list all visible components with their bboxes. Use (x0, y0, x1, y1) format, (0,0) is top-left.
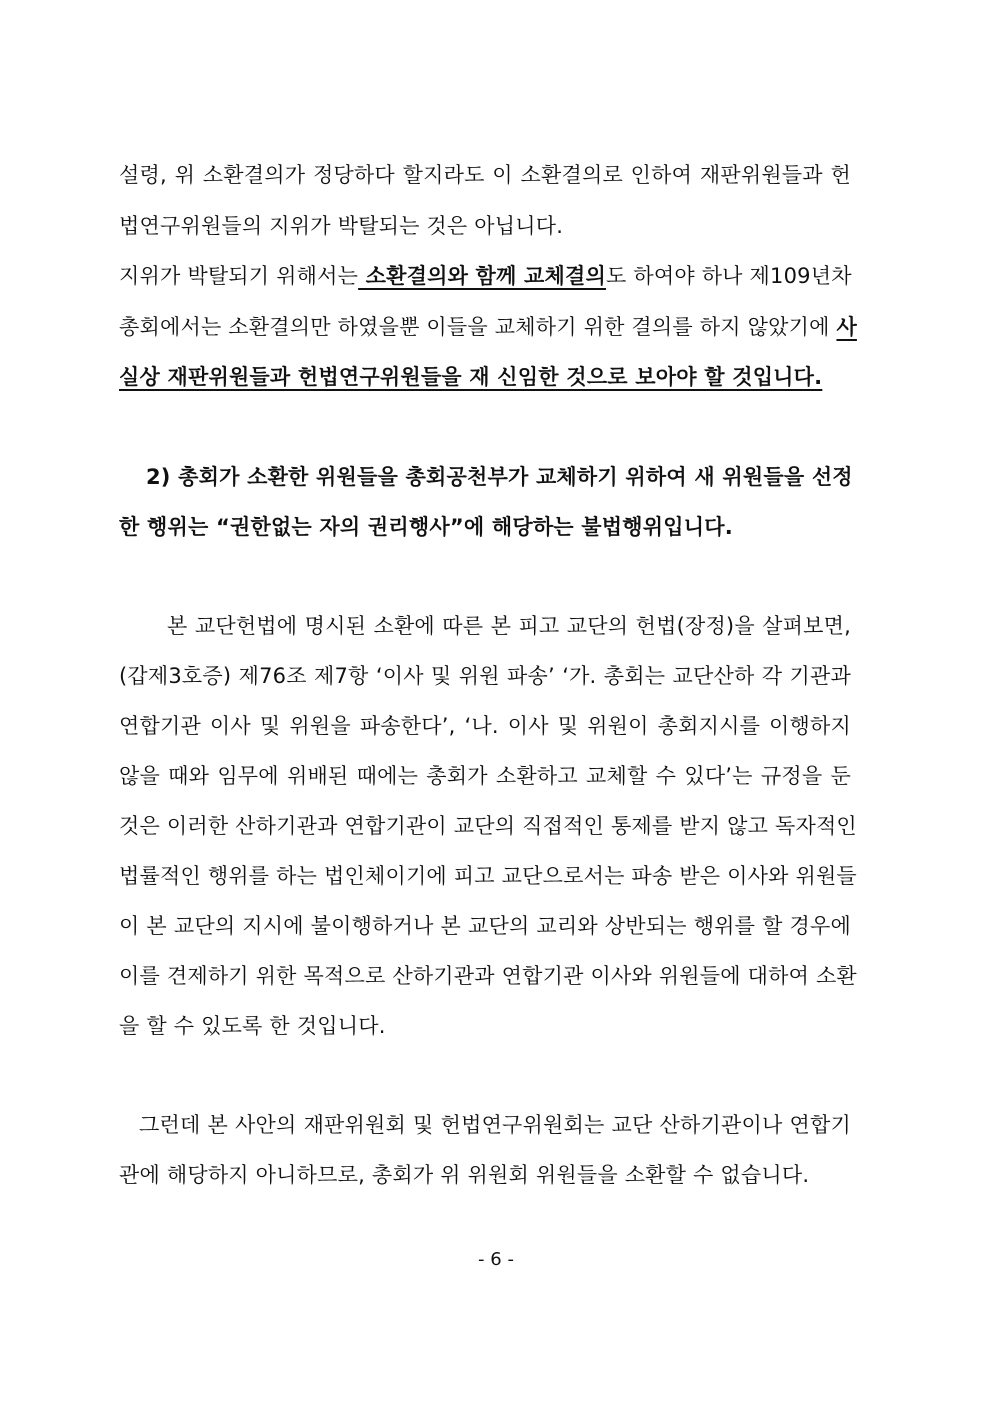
paragraph-1-line-1: 설령, 위 소환결의가 정당하다 할지라도 이 소환결의로 인하여 재판위원들과 헌 (119, 163, 851, 187)
paragraph-1-line-3-part-c: 도 하여야 하나 제109년차 (606, 264, 852, 288)
paragraph-2-line-4: 않을 때와 임무에 위배된 때에는 총회가 소환하고 교체할 수 있다’는 규정을 둔 (119, 764, 851, 788)
section-heading-2-line-2: 한 행위는 “권한없는 자의 권리행사”에 해당하는 불법행위입니다. (119, 515, 733, 539)
paragraph-1-line-3-part-a: 지위가 박탈되기 위해서는 (119, 264, 359, 288)
paragraph-2-line-9: 을 할 수 있도록 한 것입니다. (119, 1014, 386, 1038)
page-number: - 6 - (478, 1249, 514, 1270)
paragraph-3-line-1: 그런데 본 사안의 재판위원회 및 헌법연구위원회는 교단 산하기관이나 연합기 (139, 1113, 851, 1137)
paragraph-1-line-3 (119, 261, 851, 291)
paragraph-3-line-2: 관에 해당하지 아니하므로, 총회가 위 위원회 위원들을 소환할 수 없습니다. (119, 1163, 810, 1187)
paragraph-1-line-2: 법연구위원들의 지위가 박탈되는 것은 아닙니다. (119, 214, 564, 238)
paragraph-2-line-1: 본 교단헌법에 명시된 소환에 따른 본 피고 교단의 헌법(장정)을 살펴보면, (167, 614, 851, 638)
paragraph-2-line-2: (갑제3호증) 제76조 제7항 ‘이사 및 위원 파송’ ‘가. 총회는 교단산하 각 기관과 (119, 664, 851, 688)
emphasis-conclusion: 실상 재판위원들과 헌법연구위원들을 재 신임한 것으로 보아야 할 것입니다. (119, 365, 823, 389)
emphasis-conclusion-start: 사 (836, 315, 857, 339)
paragraph-2-line-8: 이를 견제하기 위한 목적으로 산하기관과 연합기관 이사와 위원들에 대하여 소환 (119, 964, 857, 988)
paragraph-1-line-4 (119, 312, 857, 342)
emphasis-replacement-resolution: 소환결의와 함께 교체결의 (358, 264, 606, 288)
paragraph-1-line-4-part-a: 총회에서는 소환결의만 하였을뿐 이들을 교체하기 위한 결의를 하지 않았기에 (119, 315, 837, 339)
paragraph-2-line-5: 것은 이러한 산하기관과 연합기관이 교단의 직접적인 통제를 받지 않고 독자적인 (119, 814, 857, 838)
section-heading-2-line-1: 2) 총회가 소환한 위원들을 총회공천부가 교체하기 위하여 새 위원들을 선정 (146, 465, 853, 489)
paragraph-2-line-7: 이 본 교단의 지시에 불이행하거나 본 교단의 교리와 상반되는 행위를 할 경우에 (119, 914, 851, 938)
paragraph-1-line-5 (119, 362, 851, 392)
paragraph-2-line-6: 법률적인 행위를 하는 법인체이기에 피고 교단으로서는 파송 받은 이사와 위원들 (119, 864, 857, 888)
paragraph-2-line-3: 연합기관 이사 및 위원을 파송한다’, ‘나. 이사 및 위원이 총회지시를 이행하지 (119, 714, 851, 738)
